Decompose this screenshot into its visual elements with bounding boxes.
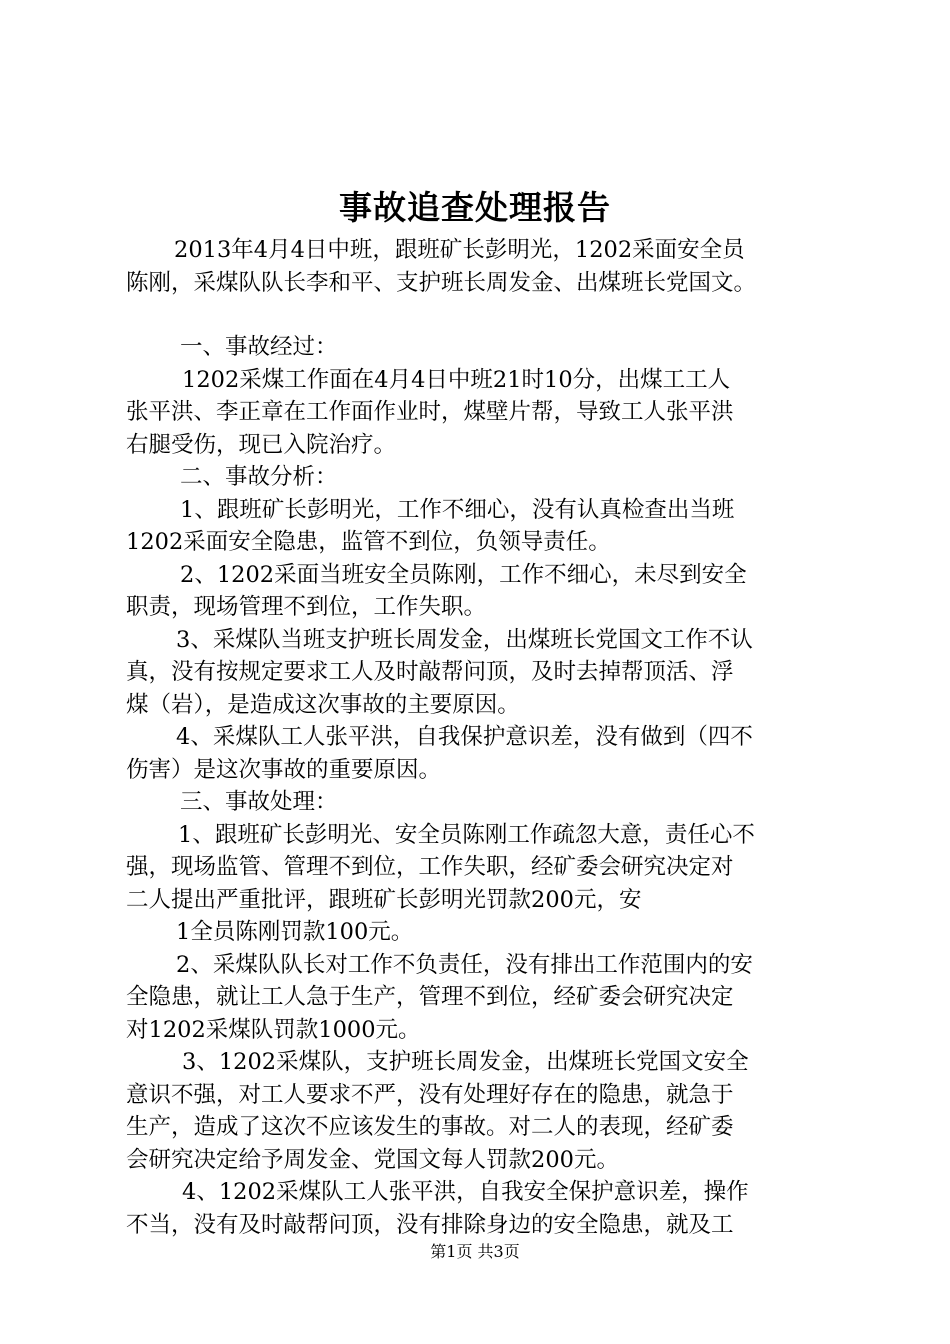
- paragraph-line: 4、采煤队工人张平洪，自我保护意识差，没有做到（四不: [176, 724, 753, 750]
- paragraph-line: 2、1202采面当班安全员陈刚，工作不细心，未尽到安全: [180, 561, 747, 588]
- paragraph-line: 2、采煤队队长对工作不负责任，没有排出工作范围内的安: [176, 951, 753, 978]
- paragraph-line: 3、采煤队当班支护班长周发金，出煤班长党国文工作不认: [176, 626, 753, 653]
- paragraph-line: 2013年4月4日中班，跟班矿长彭明光，1202采面安全员: [174, 237, 745, 263]
- paragraph-line: 伤害）是这次事故的重要原因。: [126, 756, 442, 783]
- paragraph-line: 右腿受伤，现已入院治疗。: [126, 431, 397, 458]
- paragraph-line: 真，没有按规定要求工人及时敲帮问顶，及时去掉帮顶活、浮: [126, 659, 734, 685]
- paragraph-line: 陈刚，采煤队队长李和平、支护班长周发金、出煤班长党国文。: [126, 269, 757, 296]
- paragraph-line: 1全员陈刚罚款100元。: [176, 919, 414, 945]
- paragraph-line: 张平洪、李正章在工作面作业时，煤壁片帮，导致工人张平洪: [126, 399, 734, 425]
- paragraph-line: 1202采面安全隐患，监管不到位，负领导责任。: [126, 529, 611, 555]
- paragraph-line: 生产，造成了这次不应该发生的事故。对二人的表现，经矿委: [126, 1114, 734, 1140]
- paragraph-line: 二人提出严重批评，跟班矿长彭明光罚款200元，安: [126, 886, 642, 913]
- paragraph-line: 1、跟班矿长彭明光、安全员陈刚工作疏忽大意，责任心不: [178, 821, 755, 848]
- section-heading-2: 二、事故分析：: [180, 464, 338, 490]
- paragraph-line: 1、跟班矿长彭明光，工作不细心，没有认真检查出当班: [180, 496, 735, 523]
- paragraph-line: 4、1202采煤队工人张平洪，自我安全保护意识差，操作: [182, 1179, 749, 1205]
- paragraph-line: 1202采煤工作面在4月4日中班21时10分，出煤工工人: [182, 366, 731, 393]
- paragraph-line: 意识不强，对工人要求不严，没有处理好存在的隐患，就急于: [126, 1081, 734, 1108]
- document-body: [126, 234, 834, 1241]
- paragraph-line: 3、1202采煤队，支护班长周发金，出煤班长党国文安全: [182, 1049, 749, 1075]
- paragraph-line: 煤（岩），是造成这次事故的主要原因。: [126, 691, 520, 718]
- paragraph-line: 不当，没有及时敲帮问顶，没有排除身边的安全隐患，就及工: [126, 1211, 734, 1238]
- section-heading-1: 一、事故经过：: [180, 334, 338, 360]
- paragraph-line: 对1202采煤队罚款1000元。: [126, 1016, 421, 1043]
- paragraph-line: 全隐患，就让工人急于生产，管理不到位，经矿委会研究决定: [126, 984, 734, 1010]
- paragraph-line: 职责，现场管理不到位，工作失职。: [126, 594, 487, 620]
- section-heading-3: 三、事故处理：: [180, 789, 338, 815]
- document-title: 事故追查处理报告: [339, 188, 611, 227]
- paragraph-line: 强，现场监管、管理不到位，工作失职，经矿委会研究决定对: [126, 854, 734, 880]
- paragraph-line: 会研究决定给予周发金、党国文每人罚款200元。: [126, 1146, 619, 1173]
- page-footer: 第1页 共3页: [430, 1242, 520, 1261]
